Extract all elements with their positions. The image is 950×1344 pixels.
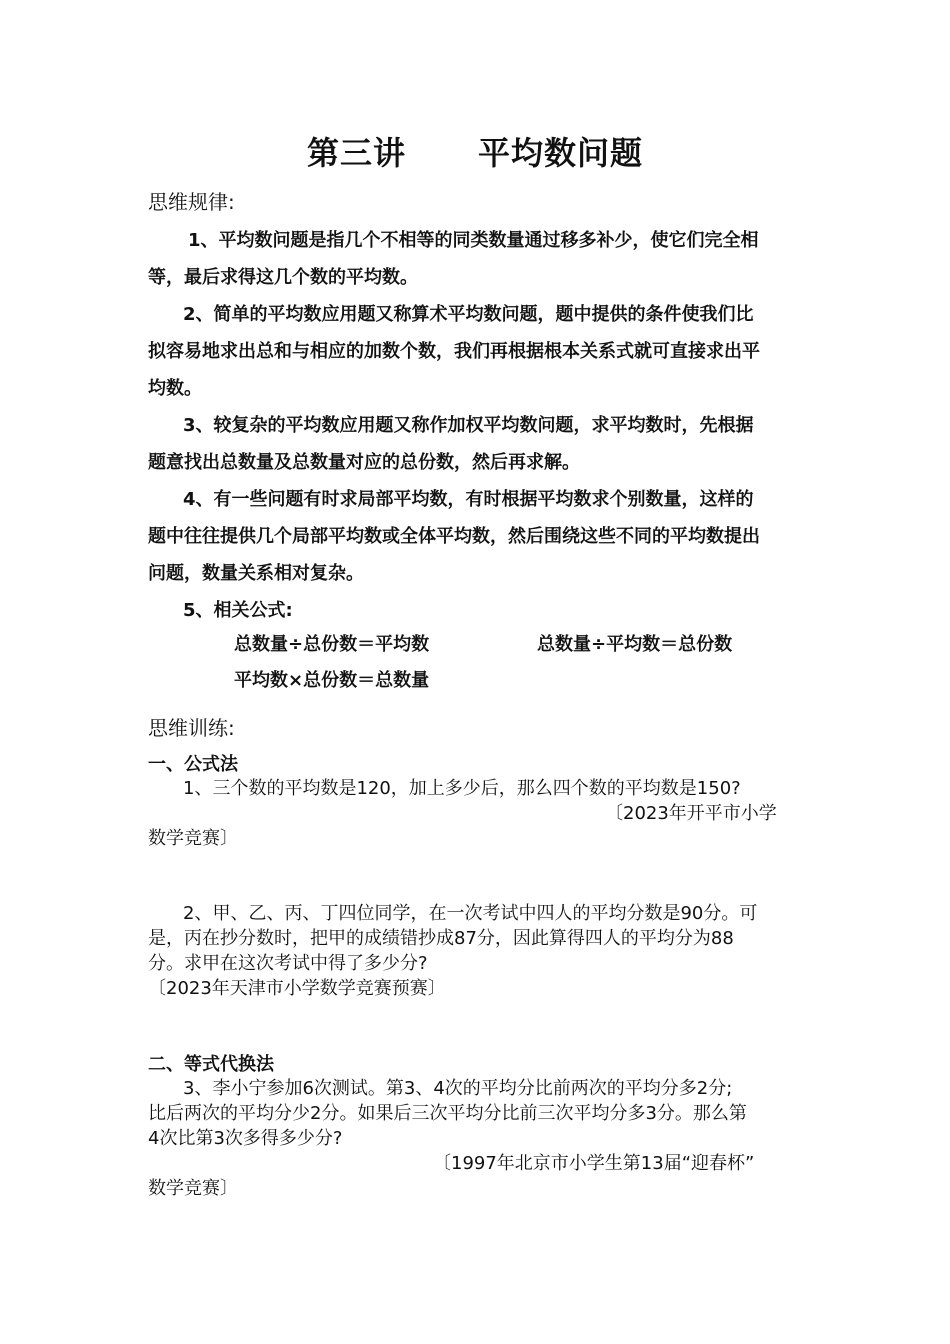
rule-3-line-2: 题意找出总数量及总数量对应的总份数，然后再求解。 bbox=[148, 452, 580, 473]
question-3-source: 〔1997年北京市小学生第13届“迎春杯” bbox=[433, 1153, 755, 1174]
question-3-line-1: 3、李小宁参加6次测试。第3、4次的平均分比前两次的平均分多2分; bbox=[183, 1078, 733, 1099]
rule-4-line-2: 题中往往提供几个局部平均数或全体平均数，然后围绕这些不同的平均数提出 bbox=[148, 526, 760, 547]
formula-total-parts: 总数量÷平均数＝总份数 bbox=[537, 634, 733, 655]
formula-total-quantity: 平均数×总份数＝总数量 bbox=[234, 670, 430, 691]
rule-4-line-3: 问题，数量关系相对复杂。 bbox=[148, 563, 364, 584]
section-substitution-method: 二、等式代换法 bbox=[148, 1054, 274, 1075]
question-3-line-2: 比后两次的平均分少2分。如果后三次平均分比前三次平均分多3分。那么第 bbox=[148, 1103, 747, 1124]
question-3-source-cont: 数学竞赛〕 bbox=[148, 1178, 238, 1199]
question-2-line-2: 是，丙在抄分数时，把甲的成绩错抄成87分，因此算得四人的平均分为88 bbox=[148, 928, 734, 949]
question-3-line-3: 4次比第3次多得多少分? bbox=[148, 1128, 343, 1149]
rule-1-line-2: 等，最后求得这几个数的平均数。 bbox=[148, 267, 418, 288]
question-1-source-cont: 数学竞赛〕 bbox=[148, 828, 238, 849]
question-2-line-3: 分。求甲在这次考试中得了多少分? bbox=[148, 953, 428, 974]
question-2-line-1: 2、甲、乙、丙、丁四位同学，在一次考试中四人的平均分数是90分。可 bbox=[183, 903, 758, 924]
rule-3-line-1: 3、较复杂的平均数应用题又称作加权平均数问题，求平均数时，先根据 bbox=[183, 415, 754, 436]
title-topic: 平均数问题 bbox=[478, 134, 644, 172]
rule-5-line-1: 5、相关公式: bbox=[183, 600, 293, 621]
rule-1-line-1: 1、平均数问题是指几个不相等的同类数量通过移多补少，使它们完全相 bbox=[188, 230, 759, 251]
formula-average: 总数量÷总份数＝平均数 bbox=[234, 634, 430, 655]
section-formula-method: 一、公式法 bbox=[148, 754, 238, 775]
rule-2-line-1: 2、简单的平均数应用题又称算术平均数问题，题中提供的条件使我们比 bbox=[183, 304, 754, 325]
rules-heading: 思维规律: bbox=[148, 190, 235, 214]
rule-4-line-1: 4、有一些问题有时求局部平均数，有时根据平均数求个别数量，这样的 bbox=[183, 489, 754, 510]
rule-2-line-2: 拟容易地求出总和与相应的加数个数，我们再根据根本关系式就可直接求出平 bbox=[148, 341, 760, 362]
training-heading: 思维训练: bbox=[148, 716, 235, 740]
question-2-source: 〔2023年天津市小学数学竞赛预赛〕 bbox=[148, 978, 446, 999]
question-1: 1、三个数的平均数是120，加上多少后，那么四个数的平均数是150? bbox=[183, 778, 741, 799]
title-lecture: 第三讲 bbox=[306, 134, 406, 172]
rule-2-line-3: 均数。 bbox=[148, 378, 202, 399]
question-1-source: 〔2023年开平市小学 bbox=[605, 803, 777, 824]
page-title bbox=[0, 128, 950, 174]
